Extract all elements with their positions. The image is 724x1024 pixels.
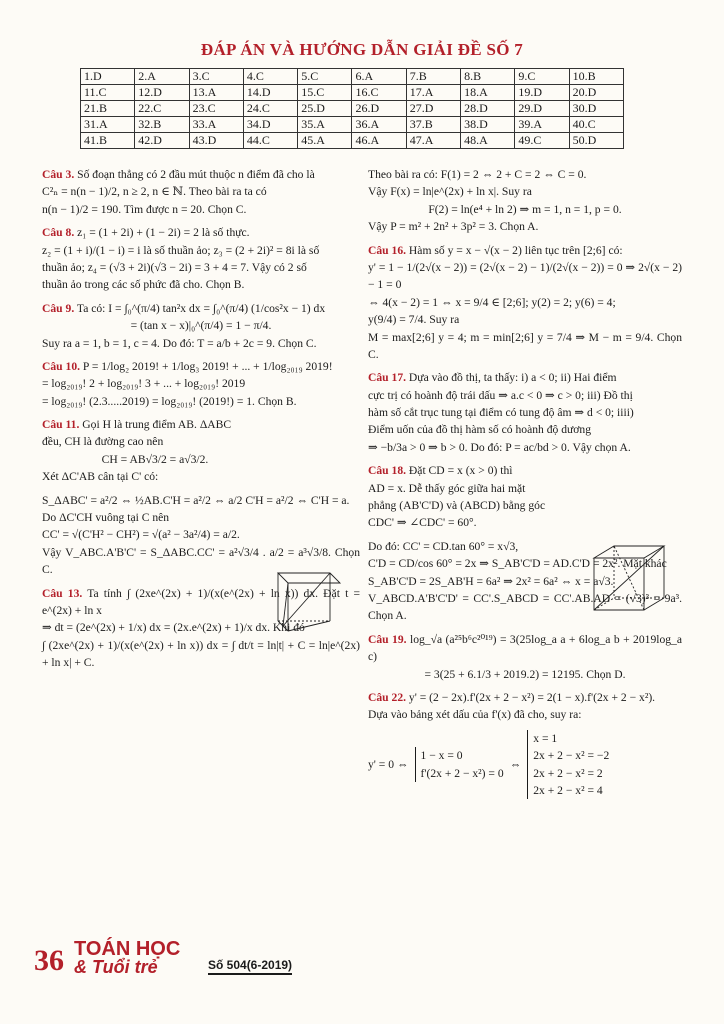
page-number: 36 xyxy=(34,944,64,977)
solution-label: Câu 9. xyxy=(42,301,75,315)
solution-11: Câu 11. Gọi H là trung điểm AB. ΔABC đều, CH là đường cao nên CH = AB√3/2 = a√3/2. Xét ΔC'AB cân tại C' có: xyxy=(42,418,232,484)
answer-cell: 15.C xyxy=(298,85,352,101)
answer-cell: 24.C xyxy=(243,101,297,117)
answer-cell: 36.A xyxy=(352,117,406,133)
solution-label: Câu 18. xyxy=(368,464,407,478)
solution-19: Câu 19. log_√a (a²⁵b⁶c²⁰¹⁹) = 3(25log_a a + 6log_a b + 2019log_a c) = 3(25 + 6.1/3 + 2019.2) = 12195. Chọn D. xyxy=(368,632,682,681)
answer-cell: 2.A xyxy=(135,69,189,85)
solution-9: Câu 9. Ta có: I = ∫₀^(π/4) tan²x dx = ∫₀^(π/4) (1/cos²x − 1) dx = (tan x − x)|₀^(π/4) = 1 − π/4. Suy ra a = 1, b = 1, c = 4. Do đó: T = a/b + 2c = 9. Chọn C. xyxy=(42,301,326,350)
answer-cell: 46.A xyxy=(352,133,406,149)
answer-cell: 30.D xyxy=(569,101,623,117)
answer-cell: 29.D xyxy=(515,101,569,117)
answer-cell: 14.D xyxy=(243,85,297,101)
solution-18-cont: Do đó: CC' = CD.tan 60° = x√3, C'D = CD/cos 60° = 2x ⇒ S_AB'C'D = AD.C'D = 2x². Mặt khác S_AB'C'D = 2S_AB'H = 6a² ⇒ 2x² = 6a² ⇔ x = a√3. V_ABCD.A'B'C'D' = CC'.S_ABCD = CC'.AB.AD = (√3)³ = 9a³. Chọn A. xyxy=(368,539,682,623)
answer-cell: 40.C xyxy=(569,117,623,133)
answer-cell: 20.D xyxy=(569,85,623,101)
answer-cell: 45.A xyxy=(298,133,352,149)
solution-label: Câu 8. xyxy=(42,226,75,240)
answer-row xyxy=(81,117,624,133)
answer-cell: 48.A xyxy=(461,133,515,149)
answer-cell: 1.D xyxy=(81,69,135,85)
magazine-brand: TOÁN HỌC & Tuổi trẻ xyxy=(74,938,181,977)
answer-row xyxy=(81,69,624,85)
answer-cell: 4.C xyxy=(243,69,297,85)
answer-cell: 38.D xyxy=(461,117,515,133)
answer-cell: 18.A xyxy=(461,85,515,101)
solution-label: Câu 11. xyxy=(42,418,80,432)
answer-cell: 25.D xyxy=(298,101,352,117)
answer-cell: 7.B xyxy=(406,69,460,85)
solution-label: Câu 13. xyxy=(42,586,83,600)
prism-figure xyxy=(268,565,352,637)
answer-cell: 21.B xyxy=(81,101,135,117)
answer-cell: 8.B xyxy=(461,69,515,85)
answer-cell: 42.D xyxy=(135,133,189,149)
answer-cell: 22.C xyxy=(135,101,189,117)
answer-cell: 33.A xyxy=(189,117,243,133)
answer-cell: 16.C xyxy=(352,85,406,101)
equation-system: y' = 0 ⇔ 1 − x = 0 f'(2x + 2 − x²) = 0 ⇔ x = 1 2x + 2 − x² = −2 2x + 2 − x² = 2 2x + 2 − x² = 4 xyxy=(368,730,682,800)
answer-cell: 34.D xyxy=(243,117,297,133)
answer-cell: 13.A xyxy=(189,85,243,101)
answer-cell: 23.C xyxy=(189,101,243,117)
solution-13: Câu 13. Ta tính ∫ (2xe^(2x) + 1)/(x(e^(2x) + ln x)) dx. Đặt t = e^(2x) + ln x ⇒ dt = (2e^(2x) + 1/x) dx = (2x.e^(2x) + 1)/x dx. Khi đó ∫ (2xe^(2x) + 1)/(x(e^(2x) + ln x)) dx = ∫ dt/t = ln|t| + C = ln|e^(2x) + ln x| + C. xyxy=(42,586,360,670)
solution-16: Câu 16. Hàm số y = x − √(x − 2) liên tục trên [2;6] có: y' = 1 − 1/(2√(x − 2)) = (2√(x − 2) − 1)/(2√(x − 2)) = 0 ⇒ 2√(x − 2) − 1 = 0 ⇔ 4(x − 2) = 1 ⇔ x = 9/4 ∈ [2;6]; y(2) = 2; y(6) = 4; y(9/4) = 7/4. Suy ra M = max[2;6] y = 4; m = min[2;6] y = 7/4 ⇒ M − m = 9/4. Chọn C. xyxy=(368,243,682,361)
answer-cell: 27.D xyxy=(406,101,460,117)
solution-22: Câu 22. y' = (2 − 2x).f'(2x + 2 − x²) = 2(1 − x).f'(2x + 2 − x²). Dựa vào bảng xét dấu của f'(x) đã cho, suy ra: xyxy=(368,690,656,722)
solution-3: Câu 3. Số đoạn thẳng có 2 đầu mút thuộc n điểm đã cho là C²ₙ = n(n − 1)/2, n ≥ 2, n ∈ ℕ. Theo bài ra ta có n(n − 1)/2 = 190. Tìm được n = 20. Chọn C. xyxy=(42,168,315,216)
answer-cell: 6.A xyxy=(352,69,406,85)
answer-cell: 11.C xyxy=(81,85,135,101)
answer-cell: 26.D xyxy=(352,101,406,117)
answer-row xyxy=(81,101,624,117)
answer-cell: 43.D xyxy=(189,133,243,149)
answer-row xyxy=(81,85,624,101)
answer-cell: 3.C xyxy=(189,69,243,85)
answer-cell: 50.D xyxy=(569,133,623,149)
answer-row xyxy=(81,133,624,149)
answer-cell: 5.C xyxy=(298,69,352,85)
solution-label: Câu 22. xyxy=(368,690,407,704)
answer-cell: 10.B xyxy=(569,69,623,85)
solution-label: Câu 10. xyxy=(42,359,81,373)
solution-label: Câu 16. xyxy=(368,243,407,257)
answer-cell: 31.A xyxy=(81,117,135,133)
answer-table xyxy=(80,68,624,149)
cube-figure xyxy=(588,540,670,618)
solution-label: Câu 17. xyxy=(368,371,407,385)
answer-cell: 17.A xyxy=(406,85,460,101)
answer-cell: 41.B xyxy=(81,133,135,149)
answer-cell: 39.A xyxy=(515,117,569,133)
answer-cell: 32.B xyxy=(135,117,189,133)
answer-cell: 37.B xyxy=(406,117,460,133)
answer-cell: 35.A xyxy=(298,117,352,133)
solution-label: Câu 19. xyxy=(368,632,407,646)
answer-cell: 28.D xyxy=(461,101,515,117)
solution-8: Câu 8. z₁ = (1 + 2i) + (1 − 2i) = 2 là số thực. z₂ = (1 + i)/(1 − i) = i là số thuần ảo; z₃ = (2 + 2i)² = 8i là số thuần ảo; z₄ = (√3 + 2i)(√3 − 2i) = 3 + 4 = 7. Vậy có 2 số thuần ảo trong các số phức đã cho. Chọn B. xyxy=(42,226,320,292)
answer-cell: 44.C xyxy=(243,133,297,149)
answer-cell: 47.A xyxy=(406,133,460,149)
answer-cell: 9.C xyxy=(515,69,569,85)
solution-18: Câu 18. Đặt CD = x (x > 0) thì AD = x. Dễ thấy góc giữa hai mặt phẳng (AB'C'D) và (ABCD) bằng góc CDC' ⇒ ∠CDC' = 60°. xyxy=(368,464,546,530)
answer-cell: 49.C xyxy=(515,133,569,149)
solution-10: Câu 10. P = 1/log₂ 2019! + 1/log₃ 2019! + ... + 1/log₂₀₁₉ 2019! = log₂₀₁₉! 2 + log₂₀₁₉! 3 + ... + log₂₀₁₉! 2019 = log₂₀₁₉! (2.3.....2019) = log₂₀₁₉! (2019!) = 1. Chọn B. xyxy=(42,359,333,408)
solution-17: Câu 17. Dựa vào đồ thị, ta thấy: i) a < 0; ii) Hai điểm cực trị có hoành độ trái dấu ⇒ a.c < 0 ⇒ c > 0; iii) Đồ thị hàm số cắt trục tung tại điểm có tung độ âm ⇒ d < 0; iiii) Điểm uốn của đồ thị hàm số có hoành độ dương ⇒ −b/3a > 0 ⇒ b > 0. Do đó: P = ac/bd > 0. Vậy chọn A. xyxy=(368,371,634,454)
answer-cell: 19.D xyxy=(515,85,569,101)
page-title: ĐÁP ÁN VÀ HƯỚNG DẪN GIẢI ĐỀ SỐ 7 xyxy=(200,40,524,59)
answer-cell: 12.D xyxy=(135,85,189,101)
issue-number: Số 504(6-2019) xyxy=(208,958,292,975)
solution-11-cont: S_ΔABC' = a²/2 ⇔ ½AB.C'H = a²/2 ⇔ a/2 C'H = a²/2 ⇔ C'H = a. Do ΔC'CH vuông tại C nên CC' = √(C'H² − CH²) = √(a² − 3a²/4) = a/2. Vậy V_ABC.A'B'C' = S_ΔABC.CC' = a²√3/4 . a/2 = a³√3/8. Chọn C. xyxy=(42,493,360,577)
solution-13-cont: Theo bài ra có: F(1) = 2 ⇔ 2 + C = 2 ⇔ C = 0. Vậy F(x) = ln|e^(2x) + ln x|. Suy ra F(2) = ln(e⁴ + ln 2) ⇒ m = 1, n = 1, p = 0. Vậy P = m² + 2n² + 3p² = 3. Chọn A. xyxy=(368,168,622,234)
solution-label: Câu 3. xyxy=(42,168,75,181)
right-column xyxy=(368,166,682,799)
